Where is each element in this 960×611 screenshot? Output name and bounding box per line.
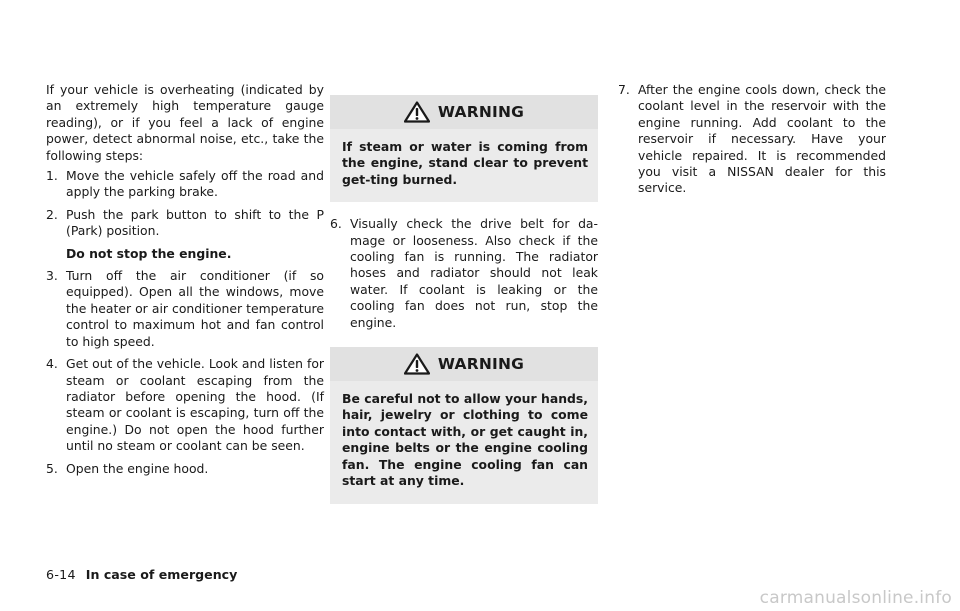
step-text: After the engine cools down, check the coolant level in the reservoir with the engine running. Add coolant to the reservoir if necessary. Have your vehicle repaired. It is recommended you visit a NISSAN dealer for this service. xyxy=(638,82,886,196)
page-number: 6-14 xyxy=(46,567,76,582)
step-text: Move the vehicle safely off the road and apply the parking brake. xyxy=(66,168,324,200)
watermark: carmanualsonline.info xyxy=(759,588,952,608)
column-1 xyxy=(46,82,324,483)
step-text: Turn off the air conditioner (if so equipped). Open all the windows, move the heater or air conditioner temperature control to maximum hot and fan control to high speed. xyxy=(66,268,324,349)
warning-text: If steam or water is coming from the engine, stand clear to prevent get-ting burned. xyxy=(342,139,588,187)
step-number: 4. xyxy=(46,356,58,372)
step-7 xyxy=(618,82,886,197)
step-6 xyxy=(330,216,598,331)
warning-text: Be careful not to allow your hands, hair, jewelry or clothing to come into contact with, or get caught in, engine belts or the engine cooling fan. The engine cooling fan can start at any time. xyxy=(342,391,588,489)
page-footer xyxy=(46,567,237,582)
step-text: Get out of the vehicle. Look and listen for steam or coolant escaping from the radiator before opening the hood. (If steam or coolant is escaping, turn off the engine.) Do not open the hood further until no steam or coolant can be seen. xyxy=(66,356,324,454)
column-3 xyxy=(618,82,886,203)
step-text: Visually check the drive belt for da-mage or looseness. Also check if the cooling fan is running. The radiator hoses and radiator should not leak water. If coolant is leaking or the cooling fan does not run, stop the engine. xyxy=(350,216,598,330)
step-number: 2. xyxy=(46,206,58,222)
step-text: Open the engine hood. xyxy=(66,460,209,476)
warning-header xyxy=(330,347,598,381)
warning-title: WARNING xyxy=(437,102,525,121)
step-number: 3. xyxy=(46,268,58,284)
step-number: 5. xyxy=(46,460,58,476)
section-title: In case of emergency xyxy=(85,567,238,582)
step-1 xyxy=(46,168,324,201)
warning-triangle-icon xyxy=(404,101,430,123)
step-5 xyxy=(46,461,324,477)
step-text: Push the park button to shift to the P (Park) position. Do not stop the engine. xyxy=(66,206,324,261)
warning-header xyxy=(330,95,598,129)
warning-title: WARNING xyxy=(437,354,525,373)
warning-box-steam xyxy=(330,95,598,202)
step-number: 6. xyxy=(330,216,342,232)
warning-triangle-icon xyxy=(404,353,430,375)
warning-box-fan xyxy=(330,347,598,503)
step-number: 1. xyxy=(46,168,58,184)
step-4 xyxy=(46,356,324,454)
step-3 xyxy=(46,268,324,350)
column-2 xyxy=(330,95,598,518)
intro-paragraph: If your vehicle is overheating (indicated by an extremely high temperature gauge reading), or if you feel a lack of engine power, detect abnormal noise, etc., take the following steps: xyxy=(46,82,324,163)
step-2 xyxy=(46,207,324,262)
step-number: 7. xyxy=(618,82,630,97)
step-note: Do not stop the engine. xyxy=(66,245,232,261)
